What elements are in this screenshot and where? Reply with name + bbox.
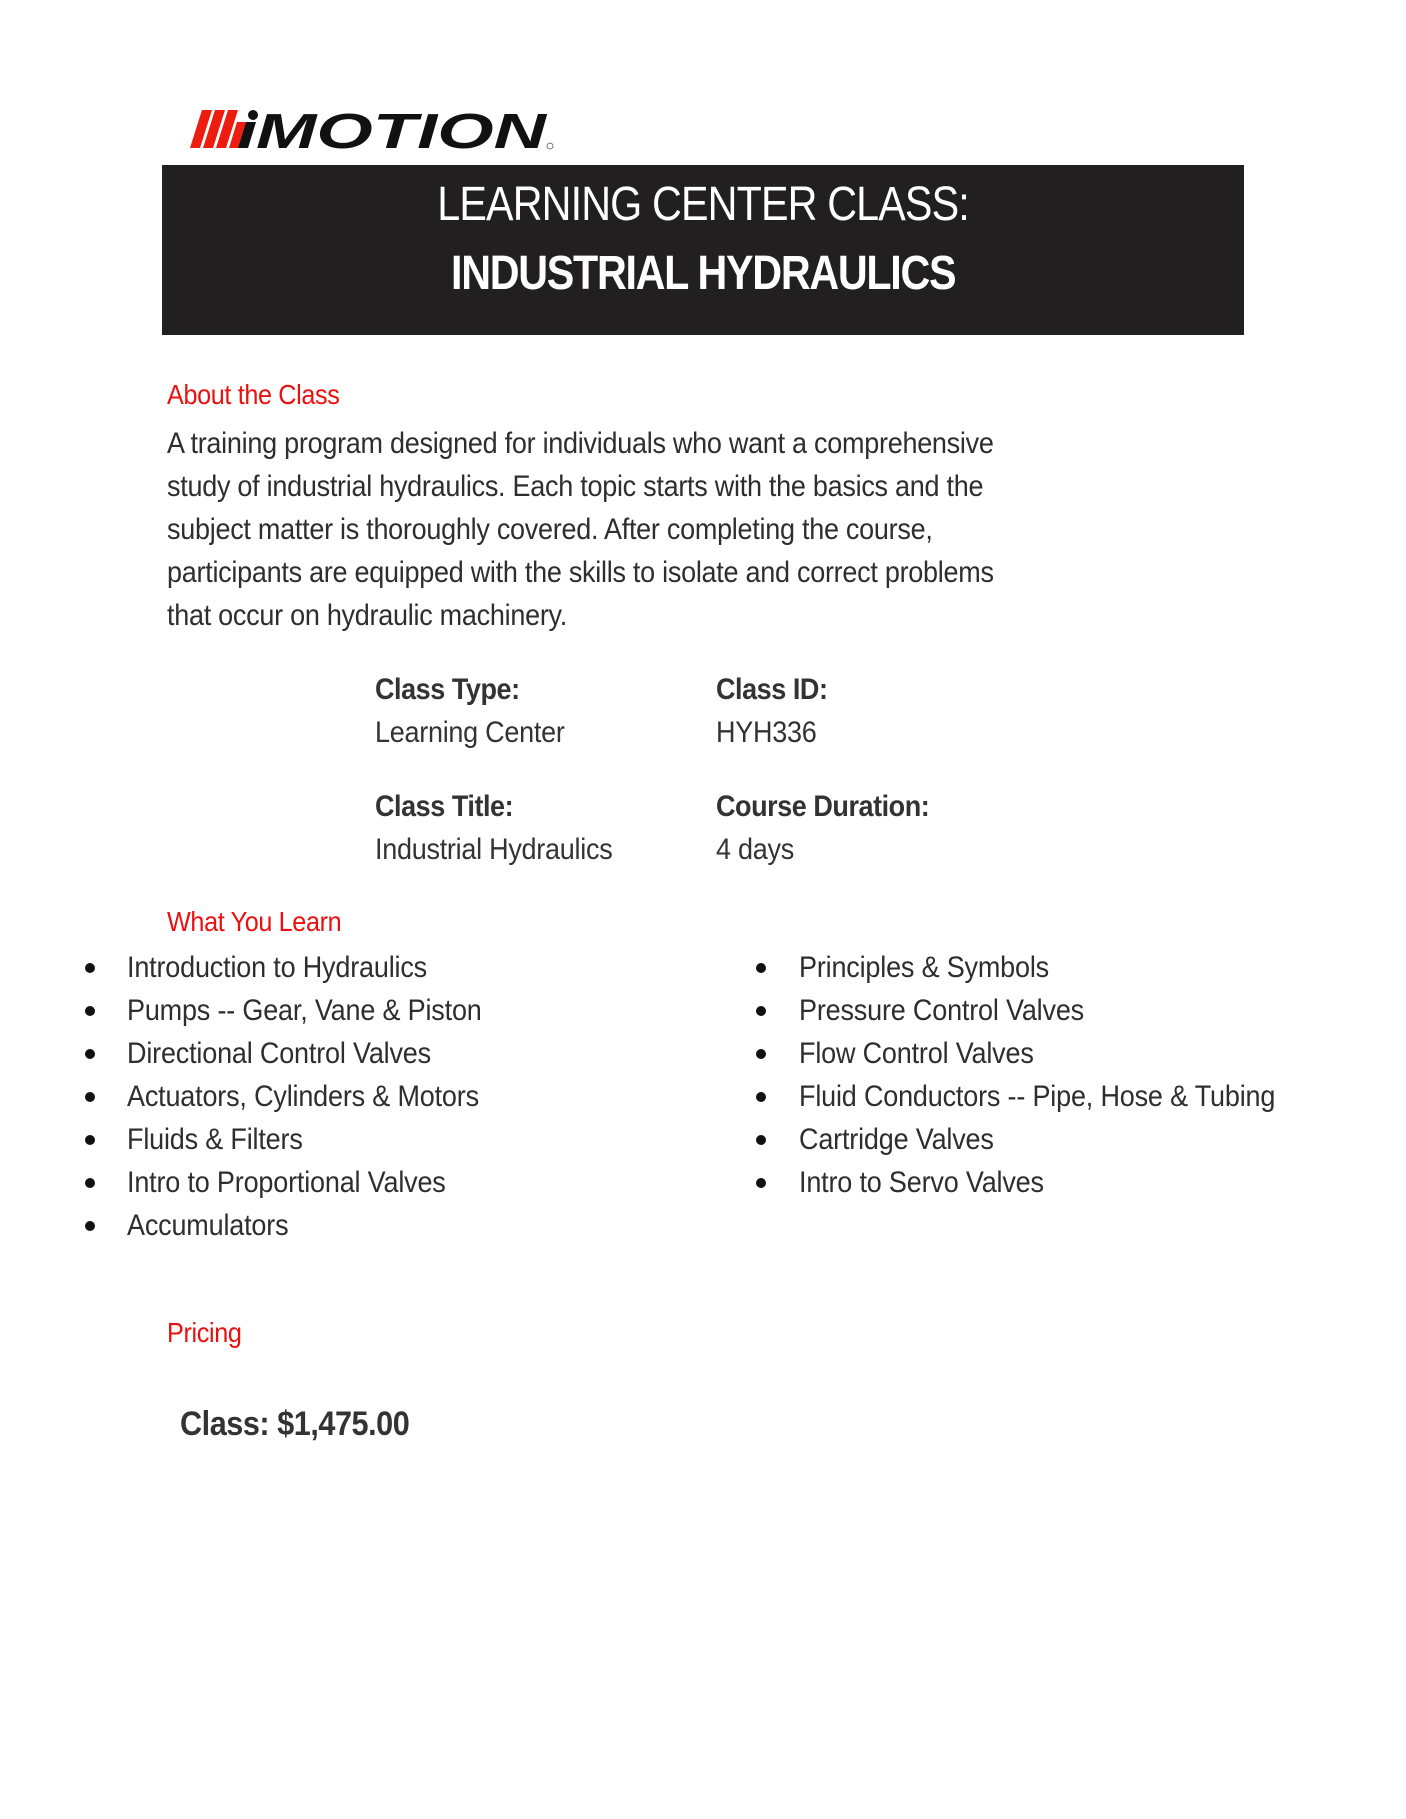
list-item-text: Directional Control Valves — [127, 1037, 431, 1070]
course-duration-field — [716, 789, 953, 868]
class-type-label: Class Type: — [375, 673, 520, 706]
list-item — [0, 1161, 1406, 1204]
class-id-value: HYH336 — [716, 716, 817, 749]
about-line: subject matter is thoroughly covered. After completing the course, — [167, 513, 933, 546]
list-item-text: Principles & Symbols — [799, 951, 1049, 984]
class-type-value: Learning Center — [375, 716, 565, 749]
mimotion-logo-icon — [190, 110, 555, 152]
about-heading — [167, 378, 359, 412]
list-item-text: Actuators, Cylinders & Motors — [127, 1080, 479, 1113]
class-id-field — [716, 672, 840, 751]
about-paragraph — [167, 422, 1086, 637]
list-item — [0, 946, 1406, 989]
svg-text:MOTION: MOTION — [256, 110, 549, 152]
course-duration-value: 4 days — [716, 833, 794, 866]
pricing-heading-text: Pricing — [167, 1317, 242, 1348]
learn-heading-text: What You Learn — [167, 906, 342, 937]
list-item-text: Accumulators — [127, 1209, 289, 1242]
title-banner — [162, 165, 1244, 335]
class-id-label: Class ID: — [716, 673, 828, 706]
list-item-text: Intro to Servo Valves — [799, 1166, 1044, 1199]
bullet-icon — [756, 1178, 766, 1188]
bullet-icon — [756, 1049, 766, 1059]
course-duration-label: Course Duration: — [716, 790, 930, 823]
learn-heading — [167, 905, 361, 939]
list-item-text: Cartridge Valves — [799, 1123, 994, 1156]
list-item-text: Fluids & Filters — [127, 1123, 303, 1156]
about-heading-text: About the Class — [167, 379, 340, 410]
list-item — [0, 1118, 1406, 1161]
list-item — [0, 1204, 700, 1247]
list-item-text: Introduction to Hydraulics — [127, 951, 427, 984]
list-item-text: Pressure Control Valves — [799, 994, 1084, 1027]
class-price — [180, 1405, 435, 1444]
about-line: A training program designed for individuals who want a comprehensive — [167, 427, 994, 460]
banner-title: INDUSTRIAL HYDRAULICS — [450, 247, 956, 300]
class-title-field — [375, 789, 639, 868]
list-item-text: Flow Control Valves — [799, 1037, 1034, 1070]
bullet-icon — [85, 1221, 95, 1231]
bullet-icon — [756, 963, 766, 973]
bullet-icon — [756, 1006, 766, 1016]
pricing-heading — [167, 1316, 250, 1350]
list-item — [0, 1075, 1406, 1118]
banner-subtitle: LEARNING CENTER CLASS: — [437, 178, 969, 231]
class-type-field — [375, 672, 586, 751]
list-item-text: Pumps -- Gear, Vane & Piston — [127, 994, 482, 1027]
list-item-text: Fluid Conductors -- Pipe, Hose & Tubing — [799, 1080, 1276, 1113]
bullet-icon — [756, 1092, 766, 1102]
list-item-text: Intro to Proportional Valves — [127, 1166, 446, 1199]
learn-list-right — [0, 946, 1406, 1204]
list-item — [0, 989, 1406, 1032]
bullet-icon — [756, 1135, 766, 1145]
list-item — [0, 1032, 1406, 1075]
about-line: that occur on hydraulic machinery. — [167, 599, 568, 632]
about-line: study of industrial hydraulics. Each topic starts with the basics and the — [167, 470, 984, 503]
mimotion-logo — [190, 110, 555, 152]
class-title-value: Industrial Hydraulics — [375, 833, 613, 866]
class-title-label: Class Title: — [375, 790, 514, 823]
class-price-text: Class: $1,475.00 — [180, 1405, 410, 1443]
about-line: participants are equipped with the skills to isolate and correct problems — [167, 556, 994, 589]
